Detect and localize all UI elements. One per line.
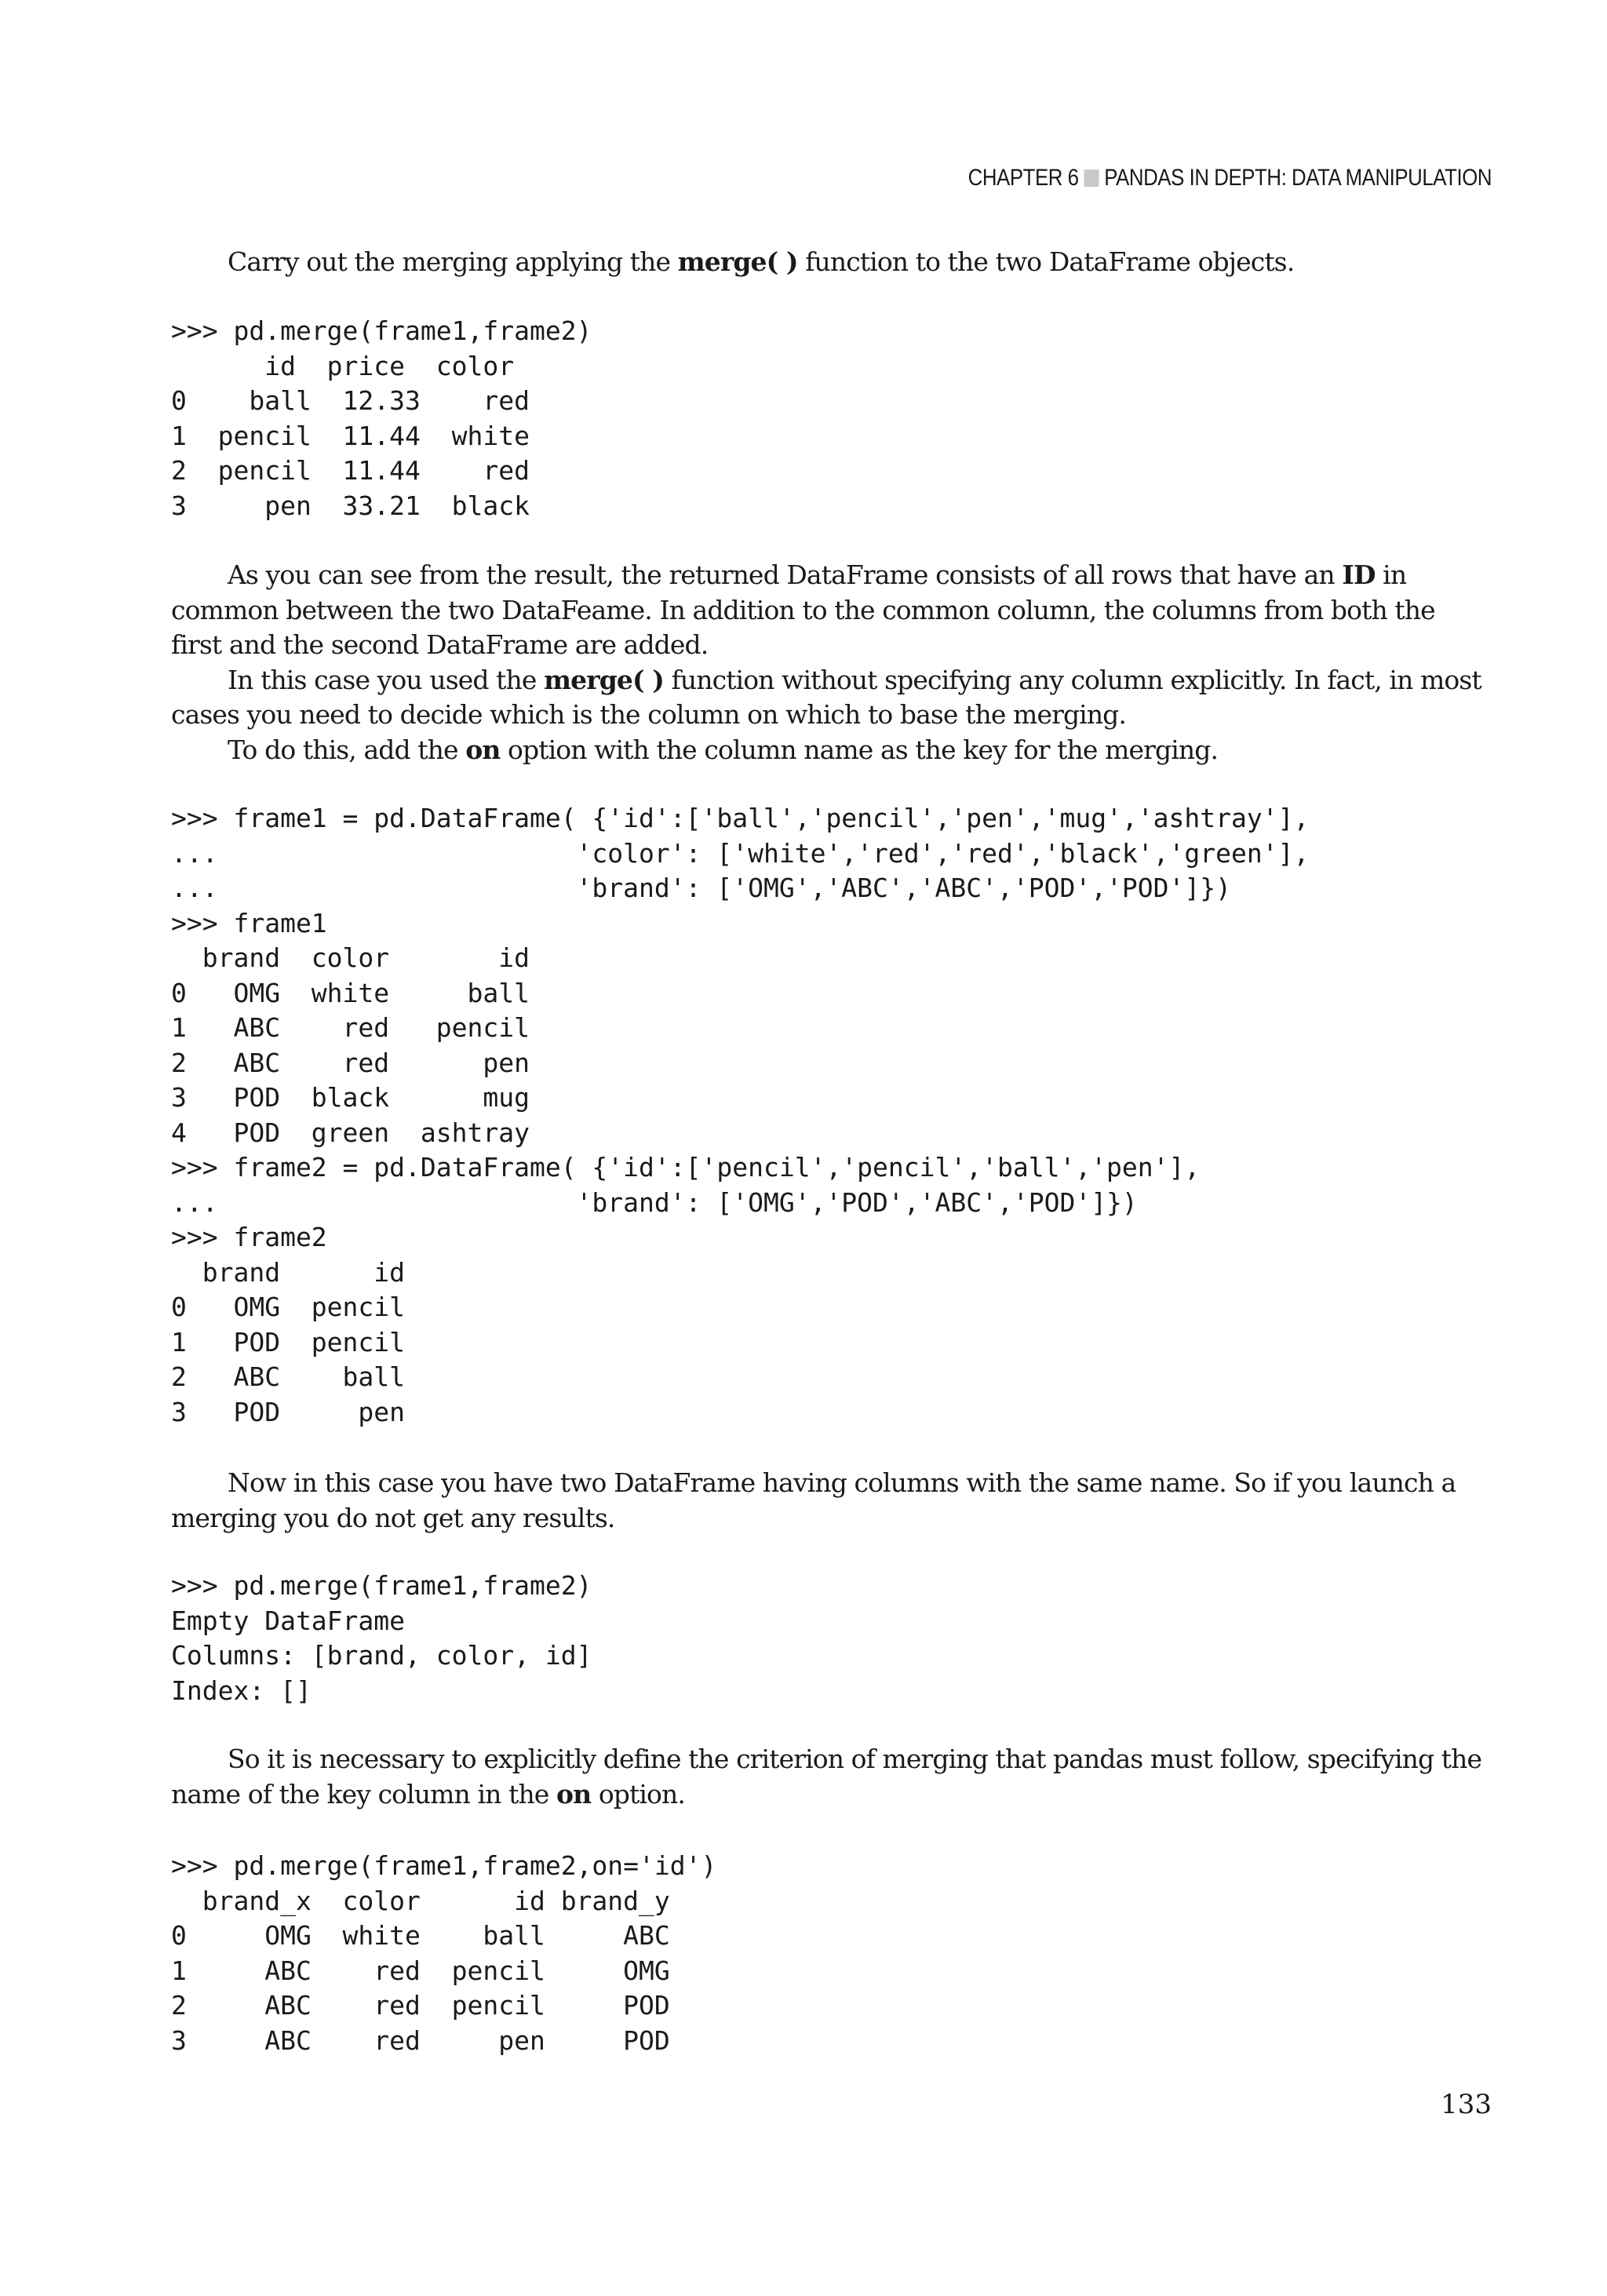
paragraph-on-option: To do this, add the on option with the column name as the key for the merging. [228,734,1219,765]
code-block-merge-on-id: >>> pd.merge(frame1,frame2,on='id') brand_x color id brand_y 0 OMG white ball ABC 1 ABC red pencil OMG 2 ABC red pencil POD 3 ABC red pen POD [171,1850,717,2056]
running-head [968,165,1492,191]
inline-code-on-2: on [556,1778,592,1809]
inline-code-merge: merge( ) [677,246,798,277]
paragraph-result: As you can see from the result, the returned DataFrame consists of all rows that have an ID in common between the two DataFeame. In addition to the common column, the columns from both the first and the second DataFrame are added. [171,559,1435,660]
code-block-merge-basic: >>> pd.merge(frame1,frame2) id price color 0 ball 12.33 red 1 pencil 11.44 white 2 pencil 11.44 red 3 pen 33.21 black [171,315,592,521]
paragraph-same-name: Now in this case you have two DataFrame having columns with the same name. So if you launch a merging you do not get any results. [171,1467,1456,1533]
page-number: 133 [1441,2089,1492,2120]
paragraph-no-column: In this case you used the merge( ) function without specifying any column explicitly. In fact, in most cases you need to decide which is the column on which to base the merging. [171,664,1481,730]
chapter-title: PANDAS IN DEPTH: DATA MANIPULATION [1104,165,1492,191]
paragraph-explanation [171,558,1492,767]
inline-term-id: ID [1342,559,1376,590]
header-separator [1084,169,1099,187]
paragraph-merge-intro: Carry out the merging applying the merge( ) function to the two DataFrame objects. [228,246,1295,277]
inline-code-merge-2: merge( ) [544,664,664,695]
paragraph-explicit-criterion: So it is necessary to explicitly define the criterion of merging that pandas must follow, specifying the name of the key column in the on option. [171,1744,1482,1809]
chapter-label: CHAPTER 6 [967,165,1079,191]
inline-code-on: on [465,734,501,765]
code-block-frames: >>> frame1 = pd.DataFrame( {'id':['ball','pencil','pen','mug','ashtray'], ... 'color': ['white','red','red','black','green'], ... 'brand': ['OMG','ABC','ABC','POD','POD']}) >>> frame1 brand color id 0 OMG white ball 1 ABC red pencil 2 ABC red pen 3 POD black mug 4 POD green ashtray >>> frame2 = pd.DataFrame( {'id':['pencil','pencil','ball','pen'], ... 'brand': ['OMG','POD','ABC','POD']}) >>> frame2 brand id 0 OMG pencil 1 POD pencil 2 ABC ball 3 POD pen [171,803,1310,1427]
code-block-empty-merge: >>> pd.merge(frame1,frame2) Empty DataFrame Columns: [brand, color, id] Index: [] [171,1570,592,1706]
